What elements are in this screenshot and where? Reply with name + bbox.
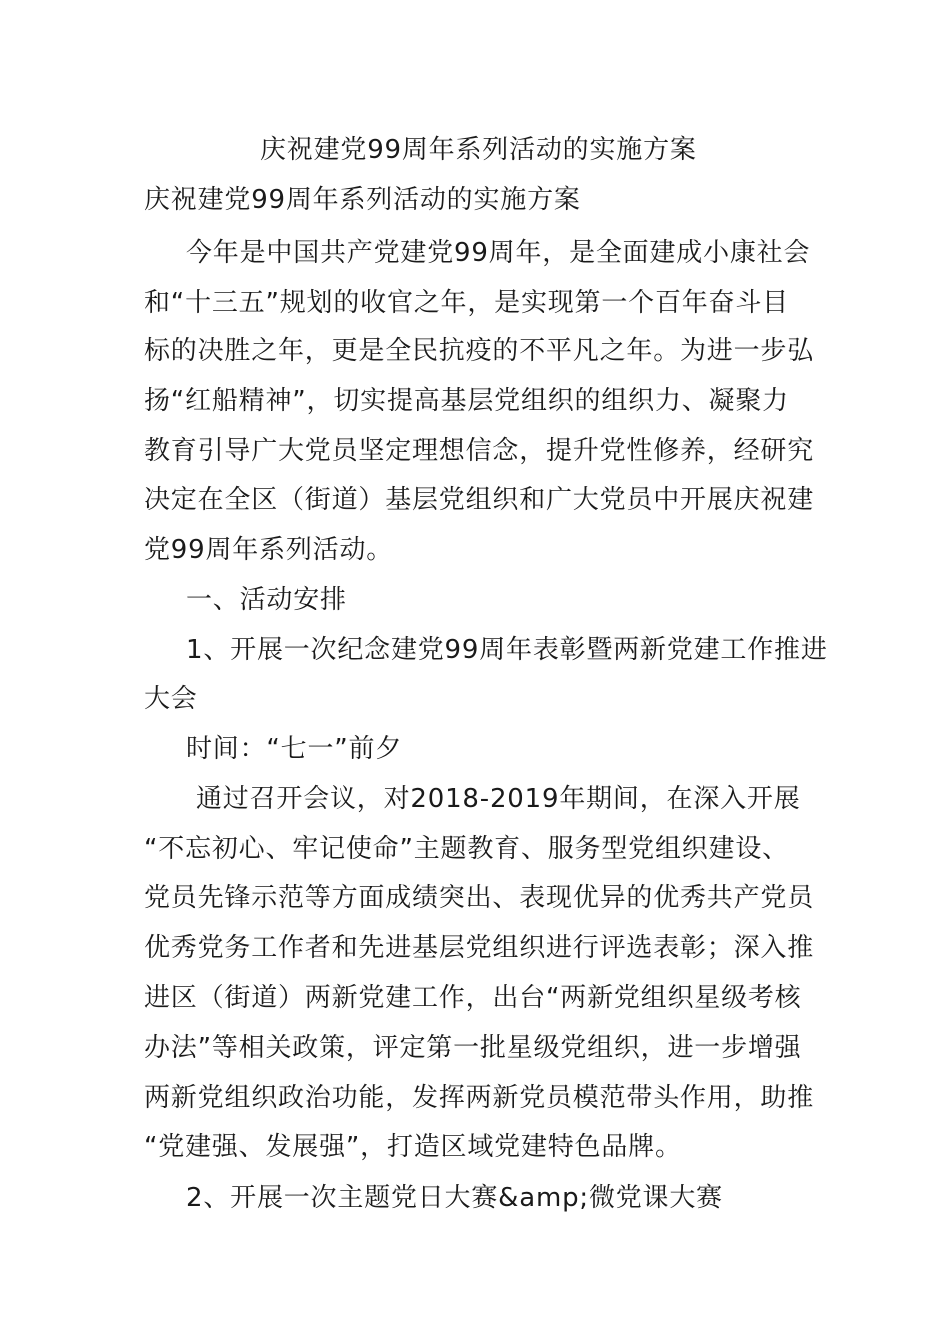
body-line: 优秀党务工作者和先进基层党组织进行评选表彰；深入推 bbox=[144, 933, 815, 963]
section-heading: 一、活动安排 bbox=[186, 585, 347, 615]
body-line: 进区（街道）两新党建工作，出台“两新党组织星级考核 bbox=[144, 983, 802, 1013]
item-heading-line: 1、开展一次纪念建党99周年表彰暨两新党建工作推进 bbox=[186, 635, 828, 665]
intro-line: 今年是中国共产党建党99周年，是全面建成小康社会 bbox=[186, 238, 811, 268]
body-line: 办法”等相关政策，评定第一批星级党组织，进一步增强 bbox=[144, 1033, 802, 1063]
document-subtitle: 庆祝建党99周年系列活动的实施方案 bbox=[144, 185, 581, 215]
intro-line: 党99周年系列活动。 bbox=[144, 535, 394, 565]
item-1-time: 时间：“七一”前夕 bbox=[186, 734, 403, 764]
body-line: 两新党组织政治功能，发挥两新党员模范带头作用，助推 bbox=[144, 1083, 815, 1113]
intro-line: 扬“红船精神”，切实提高基层党组织的组织力、凝聚力 bbox=[144, 386, 789, 416]
intro-line: 教育引导广大党员坚定理想信念，提升党性修养，经研究 bbox=[144, 436, 815, 466]
intro-line: 标的决胜之年，更是全民抗疫的不平凡之年。为进一步弘 bbox=[144, 336, 815, 366]
body-line: “不忘初心、牢记使命”主题教育、服务型党组织建设、 bbox=[144, 834, 789, 864]
item-heading-line: 大会 bbox=[144, 684, 198, 714]
item-2-heading: 2、开展一次主题党日大赛&amp;微党课大赛 bbox=[186, 1183, 723, 1213]
body-line: 党员先锋示范等方面成绩突出、表现优异的优秀共产党员 bbox=[144, 883, 815, 913]
intro-line: 决定在全区（街道）基层党组织和广大党员中开展庆祝建 bbox=[144, 485, 815, 515]
body-line: “党建强、发展强”，打造区域党建特色品牌。 bbox=[144, 1132, 682, 1162]
body-line: 通过召开会议，对2018-2019年期间，在深入开展 bbox=[196, 784, 801, 814]
intro-line: 和“十三五”规划的收官之年，是实现第一个百年奋斗目 bbox=[144, 288, 789, 318]
document-title: 庆祝建党99周年系列活动的实施方案 bbox=[260, 135, 697, 165]
